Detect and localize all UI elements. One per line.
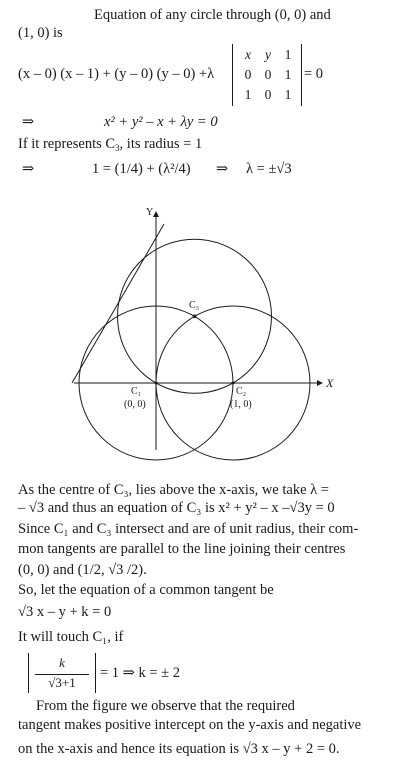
det-cell: 1 [284,67,292,82]
c3-centre [193,315,197,319]
para-line-11: on the x-axis and hence its equation is √3 x – y + 2 = 0. [18,741,340,757]
y-axis-label: Y [146,207,154,218]
det-cell: 1 [284,87,292,102]
tangent-line [72,224,164,383]
para-line-10: tangent makes positive intercept on the y-axis and negative [18,717,362,733]
c2-centre [232,382,235,385]
implies-arrow-2: ⇒ [22,161,35,177]
absolute-value-fraction [28,653,96,693]
implies-arrow: ⇒ [22,114,35,130]
para-line-6: So, let the equation of a common tangent be [18,582,274,598]
lambda-result: λ = ±√3 [246,161,292,177]
para-line-2: – √3 and thus an equation of C₃ is x² + y² – x –√3y = 0 [18,500,335,516]
intro-line-2: (1, 0) is [18,25,63,41]
para-line-4: mon tangents are parallel to the line joining their centres [18,541,346,557]
para-line-8: It will touch C₁, if [18,629,124,645]
det-cell: 1 [284,47,292,62]
fraction-numerator: k [59,655,65,670]
c3-label: C₃ [189,300,200,311]
para-line-3: Since C₁ and C₃ intersect and are of unit radius, their com- [18,521,359,537]
tangent-equation: √3 x – y + k = 0 [18,604,112,620]
radius-pre: If it represents C [18,136,116,152]
para-line-5: (0, 0) and (1/2, √3 /2). [18,562,147,578]
radius-line [18,135,202,153]
c1-centre [155,382,158,385]
intro-line-1: Equation of any circle through (0, 0) and [94,7,331,23]
det-cell: 0 [264,87,272,102]
radius-post: , its radius = 1 [119,136,203,152]
c2-coordinate: (1, 0) [230,399,252,410]
determinant [232,44,302,106]
equation-left: (x – 0) (x – 1) + (y – 0) (y – 0) +λ [18,66,215,82]
para-line-9: From the figure we observe that the required [36,698,295,714]
det-cell: 0 [244,67,252,82]
equation-right: = 0 [304,66,324,82]
c1-label: C₁ [131,386,142,397]
det-cell: 1 [244,87,252,102]
c1-coordinate: (0, 0) [124,399,146,410]
x-axis-label: X [326,376,334,390]
det-cell: x [245,47,251,62]
circles-figure [60,200,350,462]
implies-arrow-3: ⇒ [216,161,229,177]
c2-label: C₂ [236,386,247,397]
det-cell: y [265,47,271,62]
abs-result: = 1 ⇒ k = ± 2 [100,665,180,681]
lambda-equation: 1 = (1/4) + (λ²/4) [92,161,191,177]
radius-sub: 3 [115,143,120,153]
fraction-denominator: √3+1 [48,675,76,690]
det-cell: 0 [264,67,272,82]
para-line-1: As the centre of C₃, lies above the x-axis, we take λ = [18,482,329,498]
circle-equation: x² + y² – x + λy = 0 [104,114,218,130]
